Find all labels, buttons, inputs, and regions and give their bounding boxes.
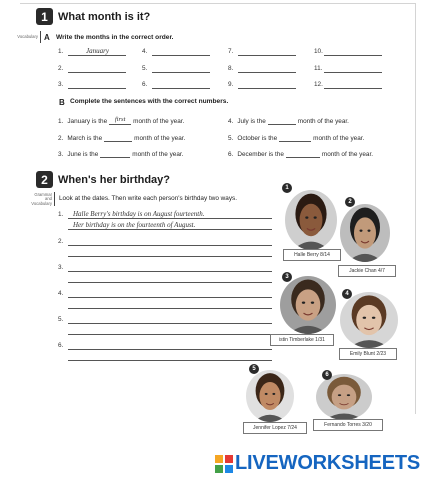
side-label-and: and	[45, 196, 52, 202]
month-answer-line[interactable]	[324, 88, 382, 89]
birthday-line-2[interactable]	[68, 282, 272, 283]
part-b-instruction: Complete the sentences with the correct numbers.	[70, 98, 229, 105]
month-item-number: 8.	[228, 65, 234, 72]
person-caption: Jennifer Lopez 7/24	[243, 422, 307, 434]
person-number-badge: 1	[282, 183, 292, 193]
month-item-number: 6.	[142, 81, 148, 88]
section-2-number: 2	[36, 171, 53, 188]
section-1-number: 1	[36, 8, 53, 25]
person-caption: Emily Blunt 2/23	[339, 348, 397, 360]
birthday-line-2[interactable]	[68, 308, 272, 309]
section-1-side-bar	[40, 31, 41, 43]
birthday-answer-1[interactable]: Halle Berry's birthday is on August fourteenth.	[73, 210, 205, 218]
sentence-prefix: January is the	[67, 117, 108, 125]
sentence-suffix: month of the year.	[297, 117, 349, 125]
birthday-line-1[interactable]	[68, 271, 272, 272]
month-answer-line[interactable]	[152, 55, 210, 56]
sentence-prefix: October is the	[237, 134, 278, 142]
side-label-grammar: Grammar	[34, 192, 52, 197]
birthday-item-number: 6.	[58, 342, 64, 349]
month-answer-line[interactable]	[238, 72, 296, 73]
birthday-line-2[interactable]	[68, 229, 272, 230]
month-item-number: 12.	[314, 81, 323, 88]
section-1-side-label: Vocabulary	[17, 34, 38, 39]
birthday-line-2[interactable]	[68, 334, 272, 335]
section-1-title: What month is it?	[58, 11, 151, 23]
month-item-number: 3.	[58, 81, 64, 88]
month-answer-text[interactable]: January	[86, 47, 109, 55]
sentence-item	[58, 134, 185, 142]
birthday-item-number: 5.	[58, 316, 64, 323]
sentence-number: 4.	[228, 117, 234, 125]
sentence-blank[interactable]	[279, 134, 311, 142]
person-caption: istin Timberlake 1/31	[270, 334, 334, 346]
side-label-vocabulary: Vocabulary	[31, 200, 52, 206]
sentence-suffix: month of the year.	[321, 150, 374, 158]
logo-icon	[215, 455, 233, 473]
person-caption: Jackie Chan 4/7	[338, 265, 396, 277]
birthday-line-1[interactable]	[68, 349, 272, 350]
section-2-side-bar	[54, 192, 55, 206]
sentence-item	[58, 150, 183, 158]
month-answer-line[interactable]	[68, 72, 126, 73]
month-item-number: 11.	[314, 65, 323, 72]
sentence-suffix: month of the year.	[134, 134, 186, 142]
month-item-number: 2.	[58, 65, 64, 72]
part-b-letter: B	[59, 98, 65, 107]
sentence-suffix: month of the year.	[313, 134, 365, 142]
month-answer-line[interactable]	[324, 72, 382, 73]
liveworksheets-logo[interactable]	[215, 452, 420, 475]
person-photo	[246, 370, 294, 422]
sentence-suffix: month of the year.	[133, 117, 185, 125]
month-answer-line[interactable]	[68, 88, 126, 89]
person-caption: Halle Berry 8/14	[283, 249, 341, 261]
birthday-item-number: 3.	[58, 264, 64, 271]
month-item-number: 9.	[228, 81, 234, 88]
birthday-answer-2[interactable]: Her birthday is on the fourteenth of August.	[73, 221, 196, 229]
birthday-line-1[interactable]	[68, 245, 272, 246]
month-item-number: 4.	[142, 48, 148, 55]
sentence-blank[interactable]	[104, 134, 132, 142]
month-answer-line[interactable]	[152, 72, 210, 73]
month-answer-line[interactable]	[68, 55, 126, 56]
person-photo	[340, 292, 398, 348]
section-2-instruction: Look at the dates. Then write each person's birthday two ways.	[59, 195, 238, 202]
person-photo	[285, 190, 337, 250]
birthday-line-1[interactable]	[68, 218, 272, 219]
person-number-badge: 3	[282, 272, 292, 282]
sentence-prefix: June is the	[67, 150, 99, 158]
part-a-instruction: Write the months in the correct order.	[56, 34, 174, 41]
sentence-blank[interactable]: first	[109, 117, 131, 125]
birthday-item-number: 2.	[58, 238, 64, 245]
birthday-line-2[interactable]	[68, 256, 272, 257]
month-answer-line[interactable]	[152, 88, 210, 89]
sentence-item	[228, 134, 364, 142]
person-number-badge: 5	[249, 364, 259, 374]
person-number-badge: 2	[345, 197, 355, 207]
sentence-item	[228, 150, 373, 158]
sentence-prefix: December is the	[237, 150, 284, 158]
sentence-suffix: month of the year.	[132, 150, 184, 158]
sentence-number: 2.	[58, 134, 64, 142]
person-photo	[340, 204, 390, 262]
sentence-blank[interactable]	[100, 150, 130, 158]
birthday-line-2[interactable]	[68, 360, 272, 361]
month-answer-line[interactable]	[238, 88, 296, 89]
month-answer-line[interactable]	[238, 55, 296, 56]
sentence-number: 3.	[58, 150, 64, 158]
sentence-prefix: July is the	[237, 117, 266, 125]
person-number-badge: 4	[342, 289, 352, 299]
month-item-number: 7.	[228, 48, 234, 55]
month-item-number: 1.	[58, 48, 64, 55]
person-number-badge: 6	[322, 370, 332, 380]
sentence-number: 5.	[228, 134, 234, 142]
person-photo	[316, 374, 372, 420]
logo-text: LIVEWORKSHEETS	[235, 452, 420, 474]
sentence-item	[228, 117, 349, 125]
sentence-number: 1.	[58, 117, 64, 125]
section-2-side-label	[4, 193, 52, 206]
person-photo	[280, 276, 336, 334]
sentence-blank[interactable]	[268, 117, 296, 125]
section-2-title: When's her birthday?	[58, 174, 171, 186]
person-caption: Fernando Torres 3/20	[313, 419, 383, 431]
sentence-blank[interactable]	[286, 150, 320, 158]
sentence-number: 6.	[228, 150, 234, 158]
birthday-item-number: 4.	[58, 290, 64, 297]
month-item-number: 10.	[314, 48, 323, 55]
month-answer-line[interactable]	[324, 55, 382, 56]
birthday-line-1[interactable]	[68, 323, 272, 324]
birthday-item-number: 1.	[58, 211, 64, 218]
sentence-prefix: March is the	[67, 134, 103, 142]
sentence-item	[58, 117, 184, 125]
month-item-number: 5.	[142, 65, 148, 72]
birthday-line-1[interactable]	[68, 297, 272, 298]
part-a-letter: A	[44, 33, 50, 42]
